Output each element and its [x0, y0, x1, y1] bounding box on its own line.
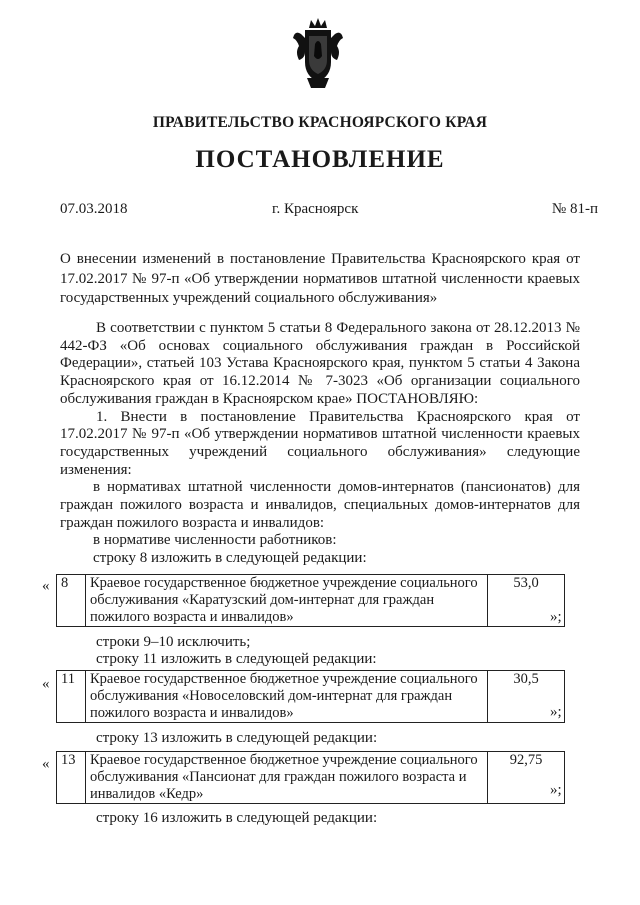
norms-paragraph: в нормативах штатной численности домов-интернатов (пансионатов) для граждан пожилого возраста и инвалидов, специальных домов-интернатов для граждан пожилого возраста и инвалидов: — [60, 479, 580, 531]
row-number: 13 — [57, 752, 86, 804]
coat-of-arms-emblem-icon — [291, 16, 345, 90]
document-number: № 81-п — [551, 201, 598, 217]
row-institution-name: Краевое государственное бюджетное учреждение социального обслуживания «Пансионат для граждан пожилого возраста и инвалидов «Кедр» — [86, 752, 488, 804]
quote-open-mark: « — [42, 756, 50, 772]
document-date: 07.03.2018 — [60, 201, 128, 217]
item-1-paragraph: 1. Внести в постановление Правительства Красноярского края от 17.02.2017 № 97-п «Об утверждении нормативов штатной численности краевых государственных учреждений социального обслуживания» следующие изменения: — [60, 408, 580, 478]
row-value: 30,5 — [488, 671, 565, 723]
government-title: ПРАВИТЕЛЬСТВО КРАСНОЯРСКОГО КРАЯ — [152, 114, 488, 131]
preamble-paragraph: В соответствии с пунктом 5 статьи 8 Федерального закона от 28.12.2013 № 442-ФЗ «Об основах социального обслуживания граждан в Российской Федерации», статьей 103 Устава Красноярского края, пунктом 5 статьи 4 Закона Красноярского края от 16.12.2014 № 7-3023 «Об организации социального обслуживания граждан в Красноярском крае» ПОСТАНОВЛЯЮ: — [60, 320, 580, 407]
document-city: г. Красноярск — [272, 201, 359, 217]
workers-norm-paragraph: в нормативе численности работников: — [93, 532, 337, 549]
quote-close-mark: »; — [550, 782, 562, 798]
row-number: 8 — [57, 575, 86, 627]
quote-open-mark: « — [42, 578, 50, 594]
table-row — [56, 574, 565, 627]
document-body — [60, 320, 580, 568]
row-institution-name: Краевое государственное бюджетное учреждение социального обслуживания «Новоселовский дом-интернат для граждан пожилого возраста и инвалидов» — [86, 671, 488, 723]
row-value: 53,0 — [488, 575, 565, 627]
quote-close-mark: »; — [550, 609, 562, 625]
row-13-instruction: строку 13 изложить в следующей редакции: — [96, 730, 378, 746]
row-11-instruction: строку 11 изложить в следующей редакции: — [96, 651, 377, 667]
table-row — [56, 751, 565, 804]
row-16-instruction: строку 16 изложить в следующей редакции: — [96, 810, 378, 826]
table-row — [56, 670, 565, 723]
row-institution-name: Краевое государственное бюджетное учреждение социального обслуживания «Каратузский дом-интернат для граждан пожилого возраста и инвалидов» — [86, 575, 488, 627]
document-subject: О внесении изменений в постановление Правительства Красноярского края от 17.02.2017 № 97-п «Об утверждении нормативов штатной численности краевых государственных учреждений социального обслуживания» — [60, 251, 580, 306]
row-8-instruction: строку 8 изложить в следующей редакции: — [93, 550, 367, 567]
quote-close-mark: »; — [550, 704, 562, 720]
row-value: 92,75 — [488, 752, 565, 804]
quote-open-mark: « — [42, 676, 50, 692]
document-type-title: ПОСТАНОВЛЕНИЕ — [195, 146, 445, 173]
row-number: 11 — [57, 671, 86, 723]
rows-9-10-instruction: строки 9–10 исключить; — [96, 634, 251, 650]
